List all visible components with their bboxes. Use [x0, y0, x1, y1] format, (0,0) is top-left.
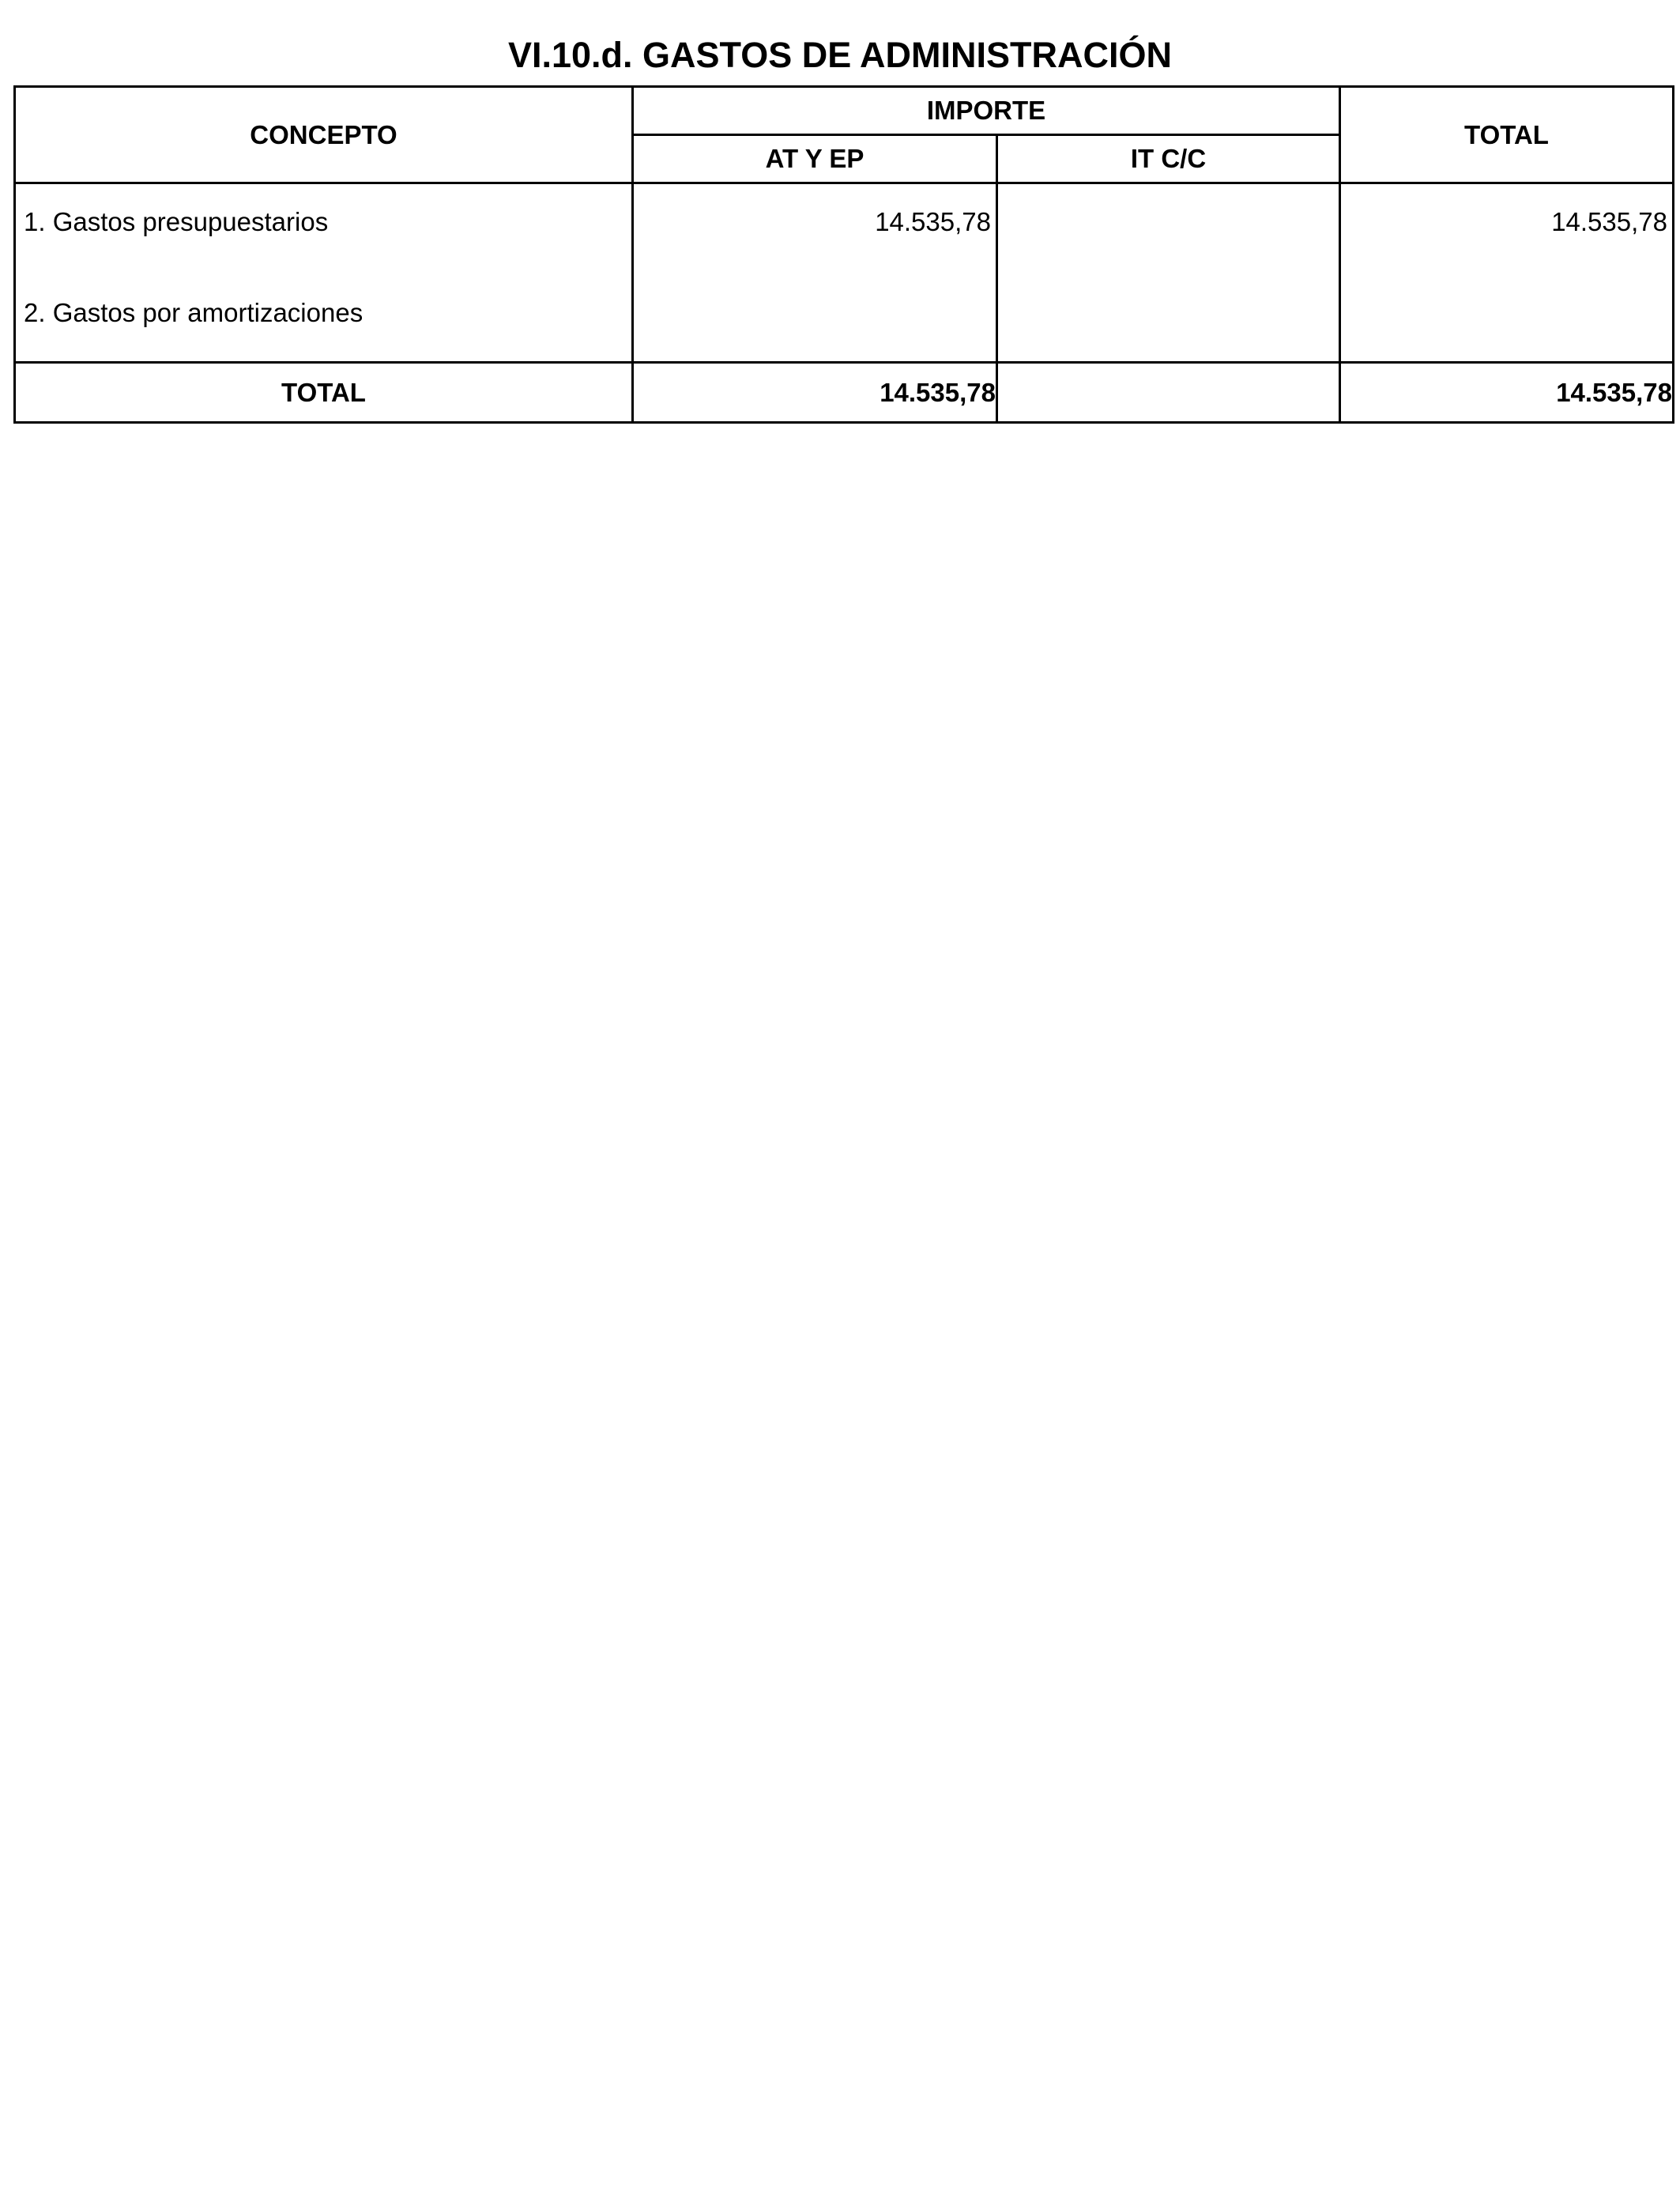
row-1-total: 14.535,78 — [1551, 207, 1667, 236]
row-2-concepto: 2. Gastos por amortizaciones — [24, 298, 363, 327]
total-row-total: 14.535,78 — [1340, 363, 1674, 423]
it-cc-column — [997, 183, 1340, 363]
row-2-total — [1341, 275, 1672, 361]
header-at-y-ep: AT Y EP — [633, 135, 997, 183]
concepto-column — [15, 183, 633, 363]
header-concepto: CONCEPTO — [15, 87, 633, 183]
row-1-concepto: 1. Gastos presupuestarios — [24, 207, 329, 236]
header-total: TOTAL — [1340, 87, 1674, 183]
total-row-at-y-ep: 14.535,78 — [633, 363, 997, 423]
total-row — [15, 363, 1674, 423]
administration-expenses-table — [13, 85, 1674, 424]
header-it-cc: IT C/C — [997, 135, 1340, 183]
at-y-ep-column — [633, 183, 997, 363]
total-row-label: TOTAL — [15, 363, 633, 423]
header-row-top — [15, 87, 1674, 135]
row-2-at-y-ep — [634, 275, 996, 361]
page-title: VI.10.d. GASTOS DE ADMINISTRACIÓN — [507, 35, 1173, 75]
table-body-row — [15, 183, 1674, 363]
row-1-it-cc — [998, 184, 1339, 275]
header-importe: IMPORTE — [633, 87, 1340, 135]
total-column — [1340, 183, 1674, 363]
total-row-it-cc — [997, 363, 1340, 423]
row-2-it-cc — [998, 275, 1339, 361]
row-1-at-y-ep: 14.535,78 — [875, 207, 991, 236]
